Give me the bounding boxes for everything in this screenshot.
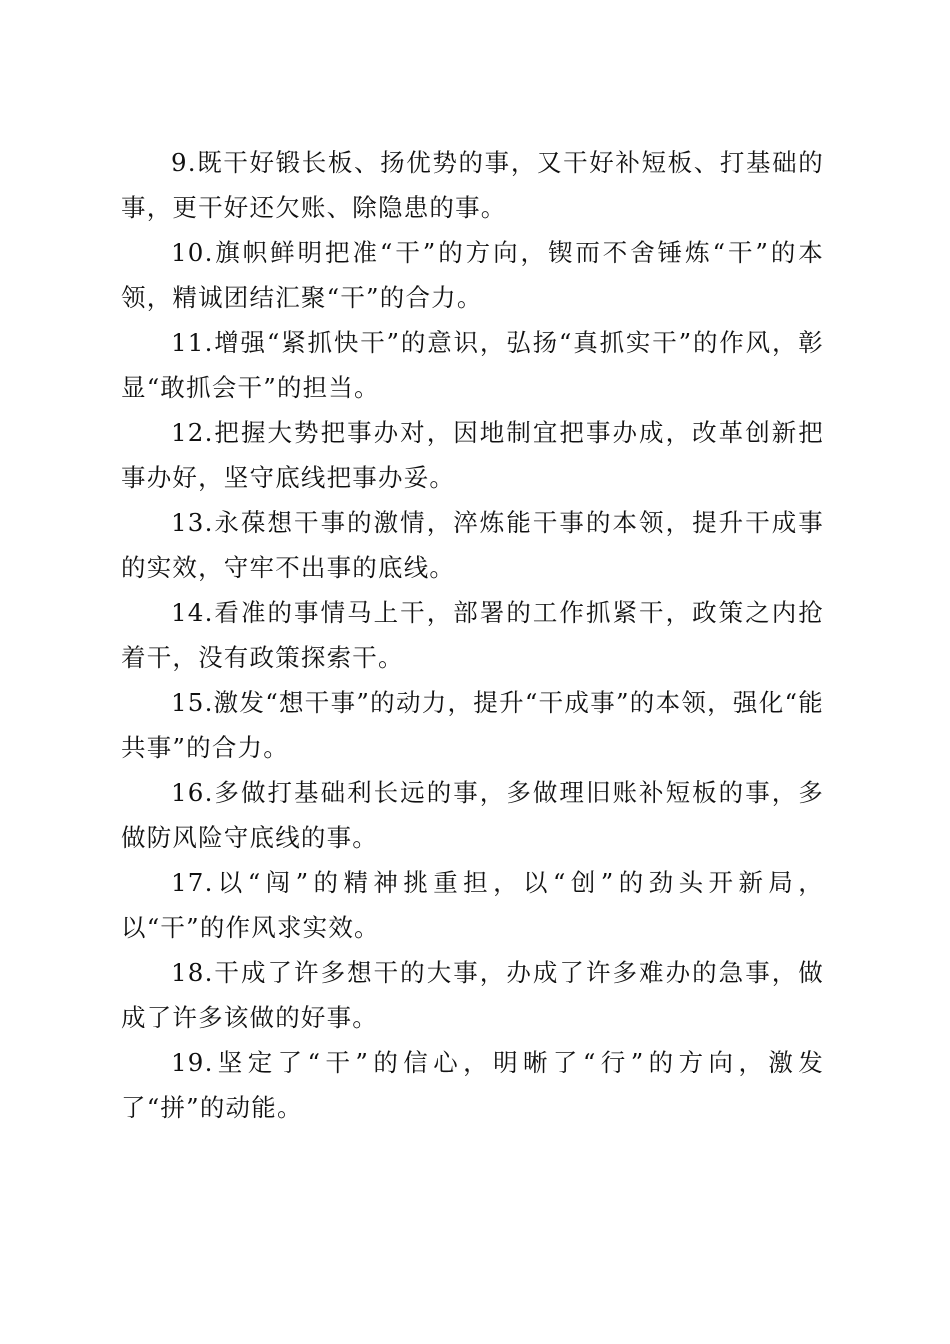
paragraph-17: 17.以“闯”的精神挑重担，以“创”的劲头开新局，以“干”的作风求实效。 [121,868,824,942]
paragraph-16: 16.多做打基础利长远的事，多做理旧账补短板的事，多做防风险守底线的事。 [121,778,824,852]
paragraph-18: 18.干成了许多想干的大事，办成了许多难办的急事，做成了许多该做的好事。 [121,958,824,1032]
paragraph-11: 11.增强“紧抓快干”的意识，弘扬“真抓实干”的作风，彰显“敢抓会干”的担当。 [121,328,824,402]
paragraph-9: 9.既干好锻长板、扬优势的事，又干好补短板、打基础的事，更干好还欠账、除隐患的事。 [121,148,824,222]
document-body [121,140,824,1130]
paragraph-14: 14.看准的事情马上干，部署的工作抓紧干，政策之内抢着干，没有政策探索干。 [121,598,824,672]
paragraph-15: 15.激发“想干事”的动力，提升“干成事”的本领，强化“能共事”的合力。 [121,688,824,762]
paragraph-19: 19.坚定了“干”的信心，明晰了“行”的方向，激发了“拼”的动能。 [121,1048,824,1122]
paragraph-13: 13.永葆想干事的激情，淬炼能干事的本领，提升干成事的实效，守牢不出事的底线。 [121,508,824,582]
paragraph-10: 10.旗帜鲜明把准“干”的方向，锲而不舍锤炼“干”的本领，精诚团结汇聚“干”的合力。 [121,238,824,312]
paragraph-12: 12.把握大势把事办对，因地制宜把事办成，改革创新把事办好，坚守底线把事办妥。 [121,418,824,492]
